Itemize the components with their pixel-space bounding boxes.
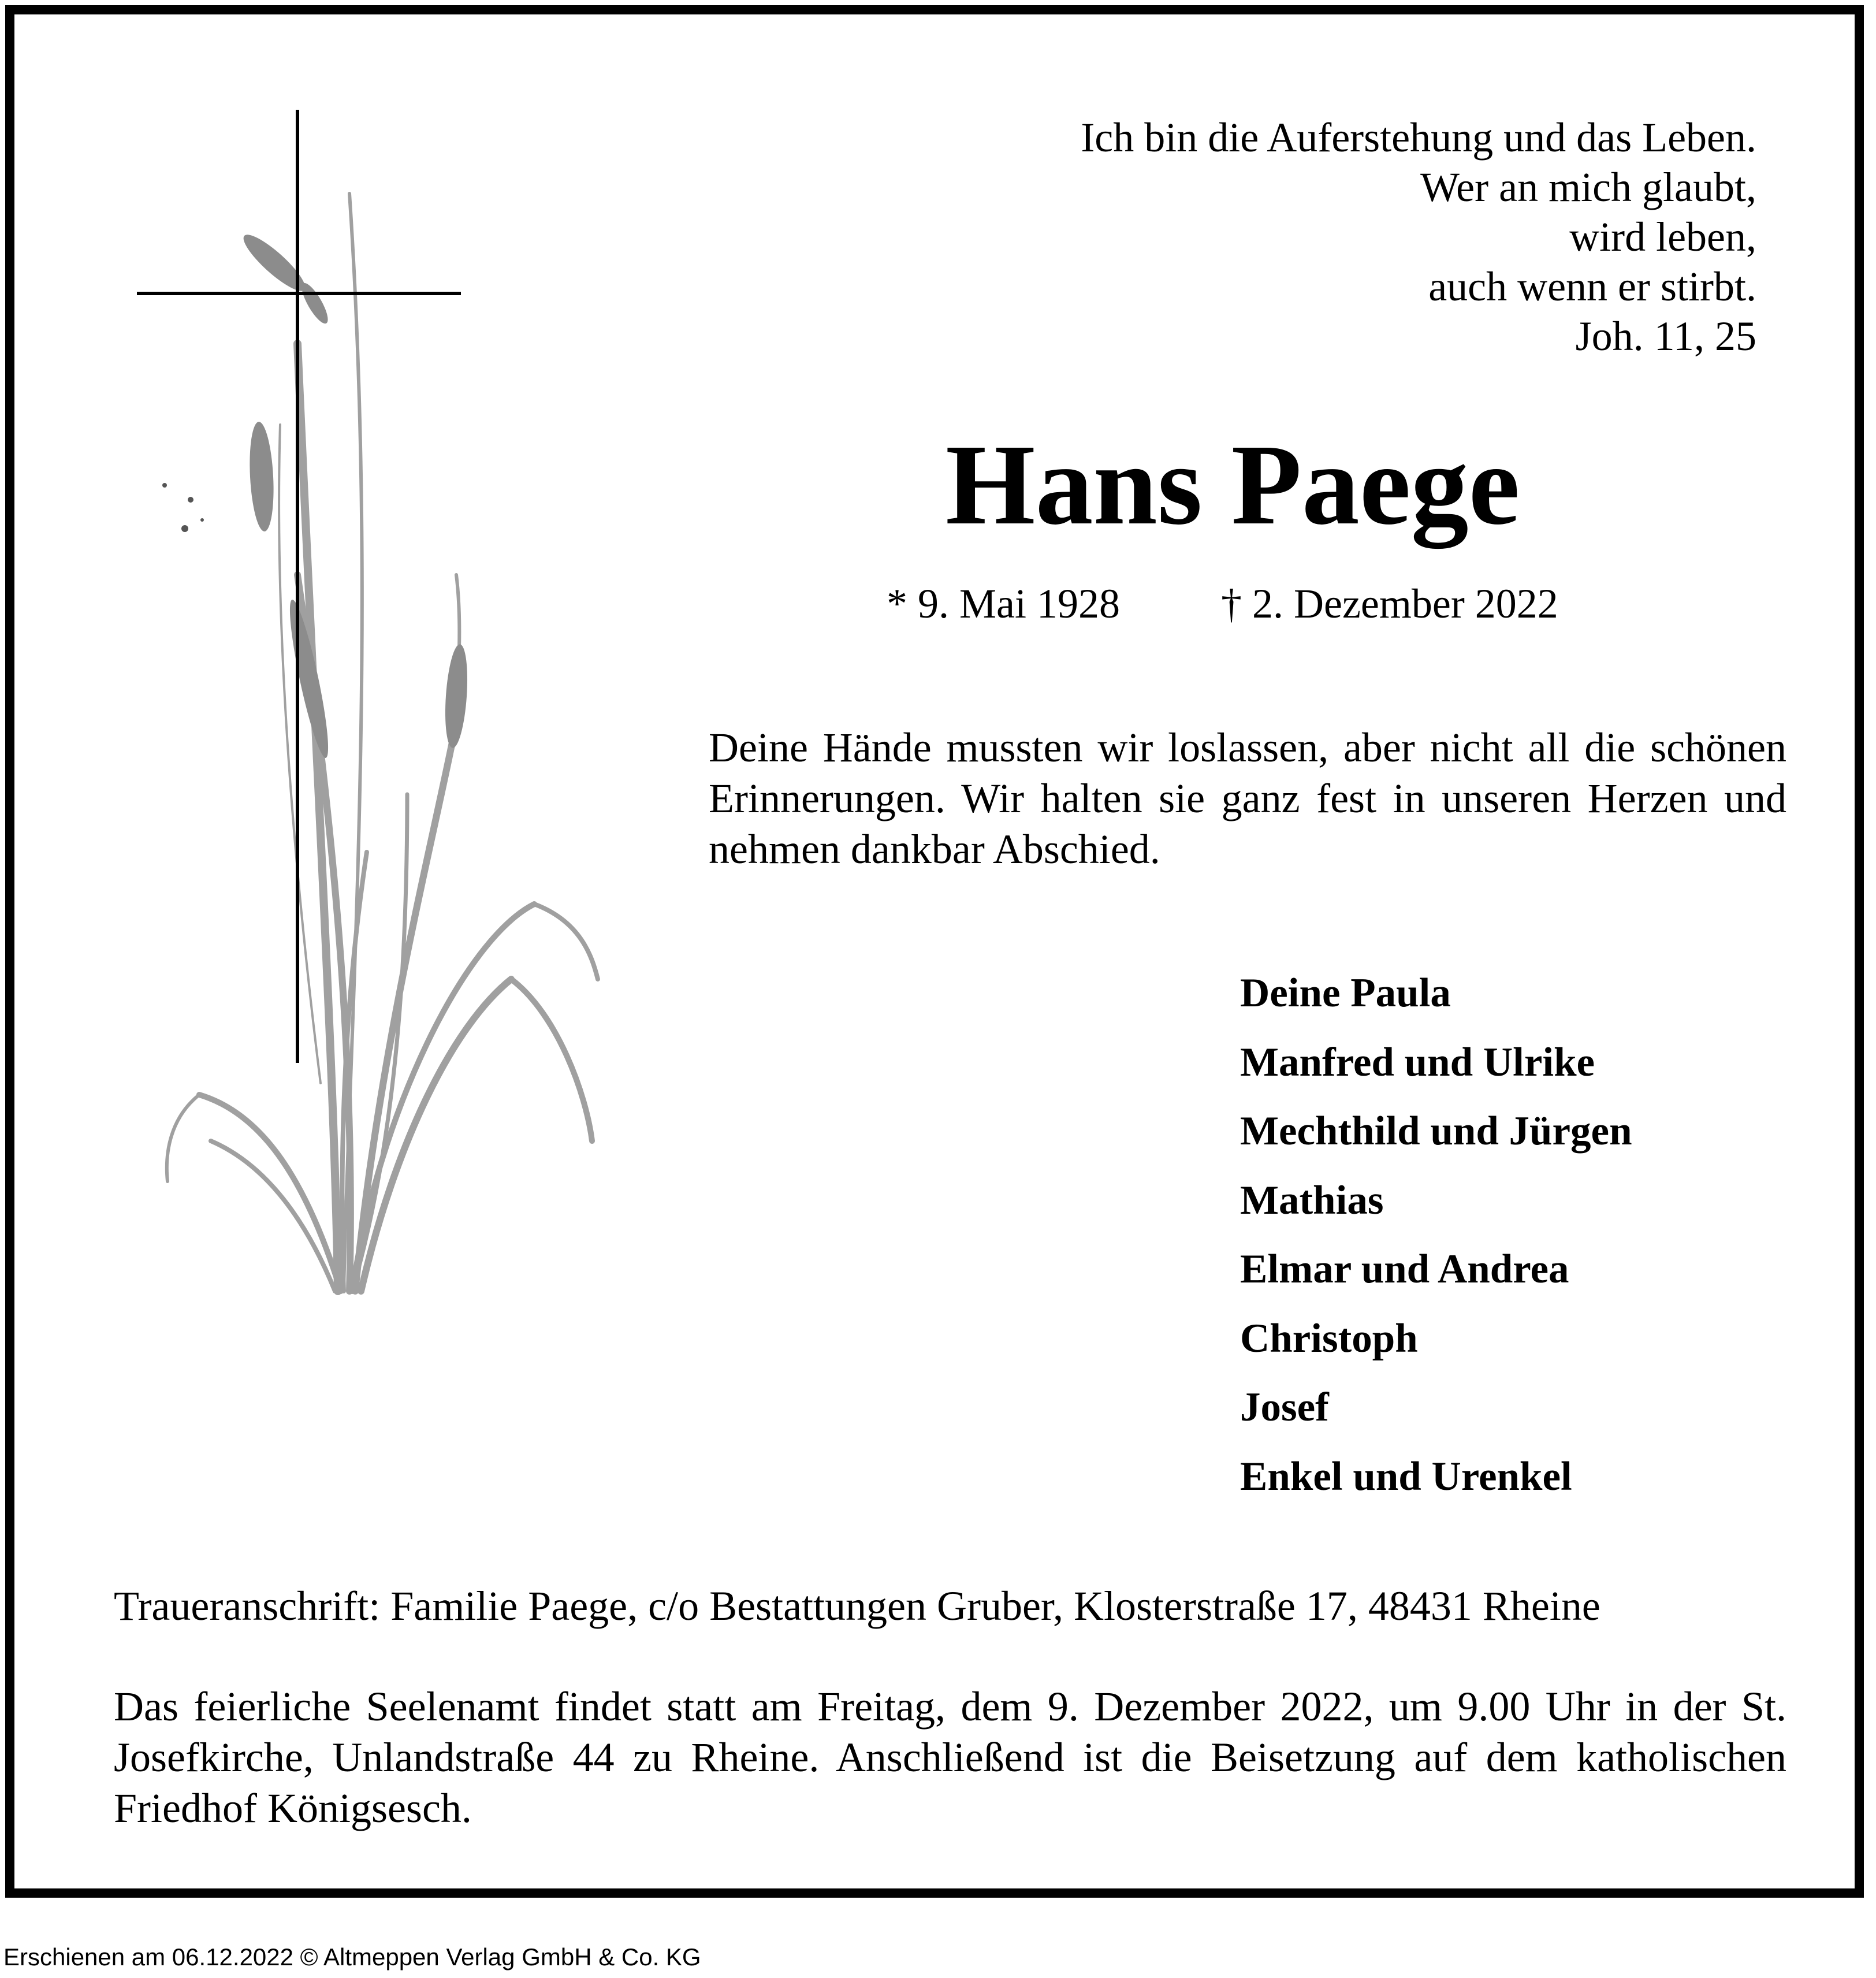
cross-with-grass-illustration	[107, 101, 627, 1303]
mourner: Enkel und Urenkel	[1240, 1453, 1572, 1499]
bible-verse	[1081, 113, 1756, 361]
specks	[162, 483, 204, 532]
verse-line: Ich bin die Auferstehung und das Leben.	[1081, 114, 1756, 161]
mourner: Mathias	[1240, 1177, 1384, 1223]
verse-reference: Joh. 11, 25	[1575, 313, 1756, 359]
verse-line: Wer an mich glaubt,	[1420, 164, 1756, 210]
verse-line: auch wenn er stirbt.	[1428, 263, 1756, 310]
birth-date: * 9. Mai 1928	[887, 581, 1120, 627]
mourner: Deine Paula	[1240, 971, 1451, 1016]
mourner: Mechthild und Jürgen	[1240, 1109, 1632, 1154]
farewell-quote: Deine Hände mussten wir loslassen, aber nicht all die schönen Erinnerungen. Wir halten sie ganz fest in unseren Herzen und nehmen dankbar Abschied.	[709, 724, 1786, 872]
mourner: Manfred und Ulrike	[1240, 1039, 1595, 1085]
obituary-frame	[5, 5, 1864, 1898]
mourning-address: Traueranschrift: Familie Paege, c/o Bestattungen Gruber, Klosterstraße 17, 48431 Rheine	[114, 1583, 1600, 1629]
deceased-name: Hans Paege	[946, 421, 1520, 549]
life-dates	[887, 578, 1558, 630]
death-date: † 2. Dezember 2022	[1220, 581, 1558, 627]
mourners-list	[1240, 959, 1632, 1511]
mourner: Christoph	[1240, 1315, 1418, 1361]
publication-footer: Erschienen am 06.12.2022 © Altmeppen Verlag GmbH & Co. KG	[3, 1943, 701, 1970]
mourner: Elmar und Andrea	[1240, 1247, 1569, 1292]
verse-line: wird leben,	[1569, 214, 1756, 260]
service-details: Das feierliche Seelenamt findet statt am Freitag, dem 9. Dezember 2022, um 9.00 Uhr in der St. Josefkirche, Unlandstraße 44 zu Rheine. Anschließend ist die Beisetzung auf dem katholischen Friedhof Königsesch.	[114, 1683, 1786, 1831]
mourner: Josef	[1240, 1385, 1329, 1430]
grass-ears	[237, 228, 470, 760]
grass-blades	[167, 194, 598, 1291]
